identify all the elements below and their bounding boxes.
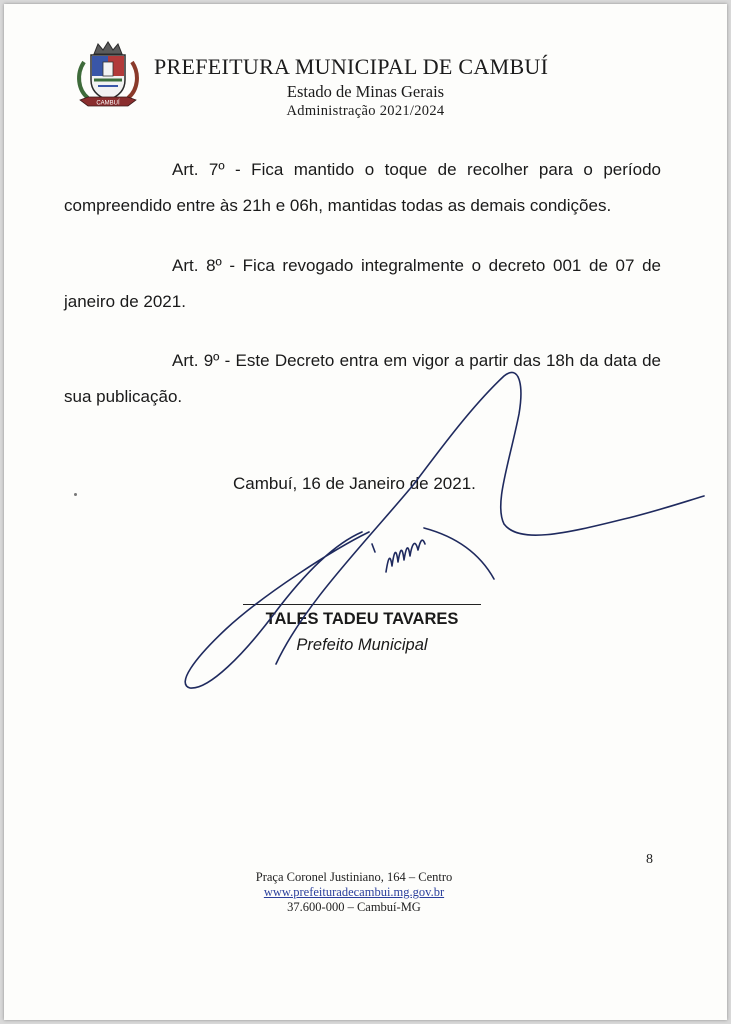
header-state: Estado de Minas Gerais	[286, 82, 445, 101]
scan-speck	[74, 493, 77, 496]
footer-postal: 37.600-000 – Cambuí-MG	[287, 900, 421, 914]
header-administration: Administração 2021/2024	[286, 103, 445, 119]
signature-line	[243, 604, 481, 605]
footer-website-link[interactable]: www.prefeituradecambui.mg.gov.br	[263, 885, 445, 899]
crest-ribbon-text: CAMBUÍ	[96, 100, 120, 107]
place-date: Cambuí, 16 de Janeiro de 2021.	[233, 474, 476, 493]
page-number: 8	[646, 852, 653, 867]
signer-name: TALES TADEU TAVARES	[265, 610, 459, 628]
article-9: Art. 9º - Este Decreto entra em vigor a partir das 18h da data de sua publicação.	[64, 351, 661, 406]
document-page	[4, 4, 727, 1020]
signer-role: Prefeito Municipal	[296, 636, 428, 654]
footer-address: Praça Coronel Justiniano, 164 – Centro	[255, 870, 453, 884]
header-title: PREFEITURA MUNICIPAL DE CAMBUÍ	[154, 54, 549, 79]
article-7: Art. 7º - Fica mantido o toque de recolher para o período compreendido entre às 21h e 06h, mantidas todas as demais condições.	[64, 160, 661, 215]
municipal-crest-icon	[72, 40, 144, 110]
signature-arc-stroke	[424, 528, 494, 579]
signature-initials-stroke	[386, 540, 425, 572]
signature-tick-stroke	[372, 544, 375, 552]
article-8: Art. 8º - Fica revogado integralmente o decreto 001 de 07 de janeiro de 2021.	[64, 256, 661, 311]
